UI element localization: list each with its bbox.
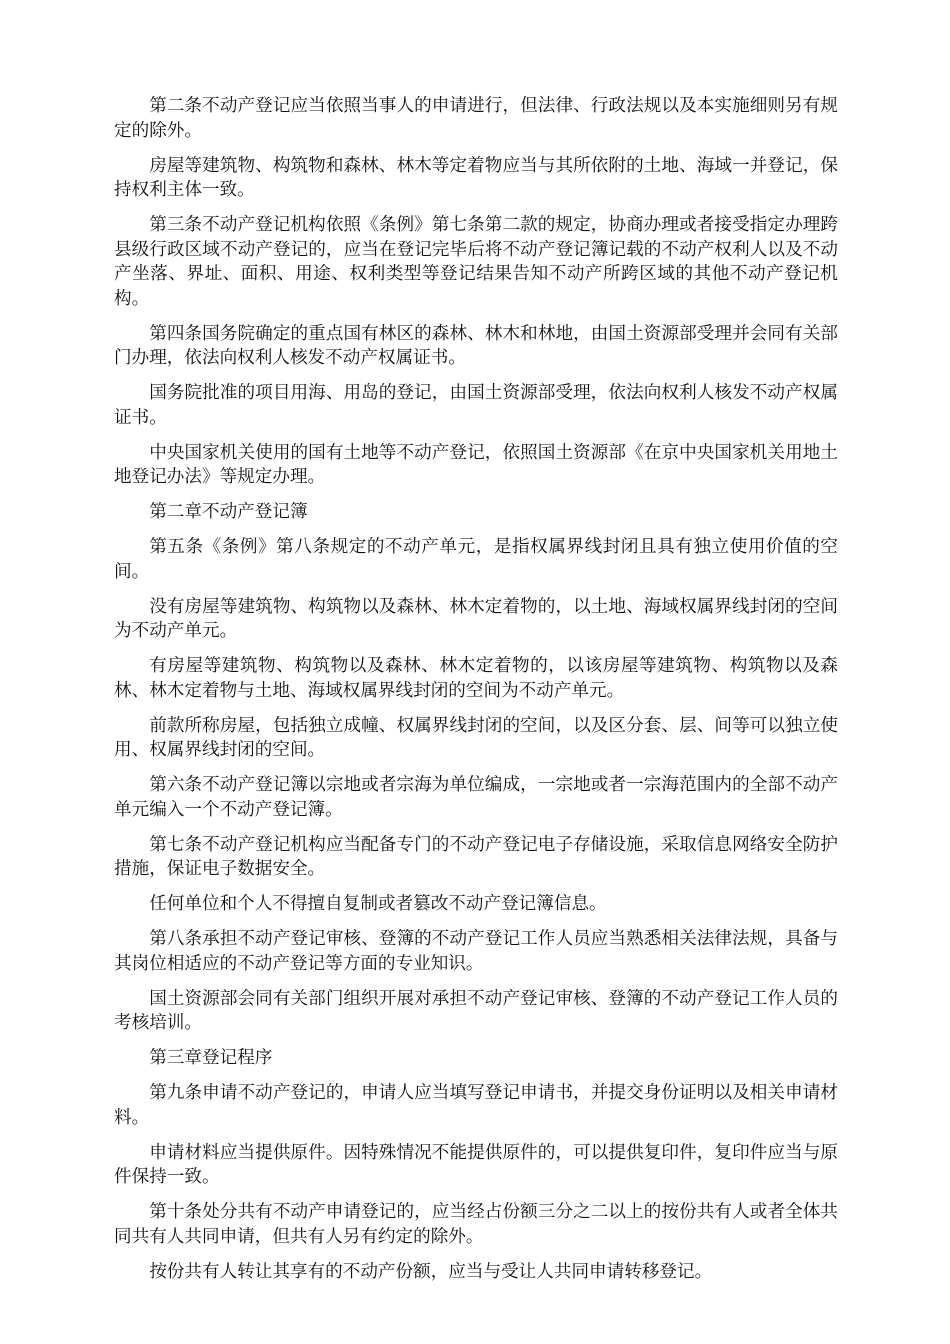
paragraph: 国务院批准的项目用海、用岛的登记，由国土资源部受理，依法向权利人核发不动产权属证书。: [114, 383, 838, 428]
paragraph: 第十条处分共有不动产申请登记的，应当经占份额三分之二以上的按份共有人或者全体共同共有人共同申请，但共有人另有约定的除外。: [114, 1202, 838, 1247]
paragraph: 第四条国务院确定的重点国有林区的森林、林木和林地，由国土资源部受理并会同有关部门办理，依法向权利人核发不动产权属证书。: [114, 323, 838, 368]
paragraph: 前款所称房屋，包括独立成幢、权属界线封闭的空间，以及区分套、层、间等可以独立使用、权属界线封闭的空间。: [114, 715, 838, 760]
paragraph: 有房屋等建筑物、构筑物以及森林、林木定着物的，以该房屋等建筑物、构筑物以及森林、林木定着物与土地、海域权属界线封闭的空间为不动产单元。: [114, 656, 838, 701]
paragraph: 任何单位和个人不得擅自复制或者篡改不动产登记簿信息。: [149, 894, 607, 914]
paragraph: 第八条承担不动产登记审核、登簿的不动产登记工作人员应当熟悉相关法律法规，具备与其岗位相适应的不动产登记等方面的专业知识。: [114, 929, 838, 974]
paragraph: 中央国家机关使用的国有土地等不动产登记，依照国土资源部《在京中央国家机关用地土地登记办法》等规定办理。: [114, 442, 838, 487]
paragraph: 第五条《条例》第八条规定的不动产单元，是指权属界线封闭且具有独立使用价值的空间。: [114, 537, 838, 582]
chapter-heading: 第三章登记程序: [149, 1048, 273, 1068]
chapter-heading: 第二章不动产登记簿: [149, 502, 308, 522]
paragraph: 按份共有人转让其享有的不动产份额，应当与受让人共同申请转移登记。: [149, 1261, 713, 1282]
paragraph: 第七条不动产登记机构应当配备专门的不动产登记电子存储设施，采取信息网络安全防护措施，保证电子数据安全。: [114, 834, 838, 879]
paragraph: 第六条不动产登记簿以宗地或者宗海为单位编成，一宗地或者一宗海范围内的全部不动产单元编入一个不动产登记簿。: [114, 775, 838, 820]
paragraph: 申请材料应当提供原件。因特殊情况不能提供原件的，可以提供复印件，复印件应当与原件保持一致。: [114, 1142, 838, 1187]
paragraph: 第九条申请不动产登记的，申请人应当填写登记申请书，并提交身份证明以及相关申请材料。: [114, 1083, 838, 1128]
paragraph: 第二条不动产登记应当依照当事人的申请进行，但法律、行政法规以及本实施细则另有规定的除外。: [114, 96, 838, 141]
paragraph: 没有房屋等建筑物、构筑物以及森林、林木定着物的，以土地、海域权属界线封闭的空间为不动产单元。: [114, 596, 838, 641]
document-page: [114, 94, 838, 1295]
paragraph: 第三条不动产登记机构依照《条例》第七条第二款的规定，协商办理或者接受指定办理跨县级行政区域不动产登记的，应当在登记完毕后将不动产登记簿记载的不动产权利人以及不动产坐落、界址、面积、用途、权利类型等登记结果告知不动产所跨区域的其他不动产登记机构。: [114, 215, 838, 309]
paragraph: 国土资源部会同有关部门组织开展对承担不动产登记审核、登簿的不动产登记工作人员的考核培训。: [114, 988, 838, 1033]
paragraph: 房屋等建筑物、构筑物和森林、林木等定着物应当与其所依附的土地、海域一并登记，保持权利主体一致。: [114, 155, 838, 200]
